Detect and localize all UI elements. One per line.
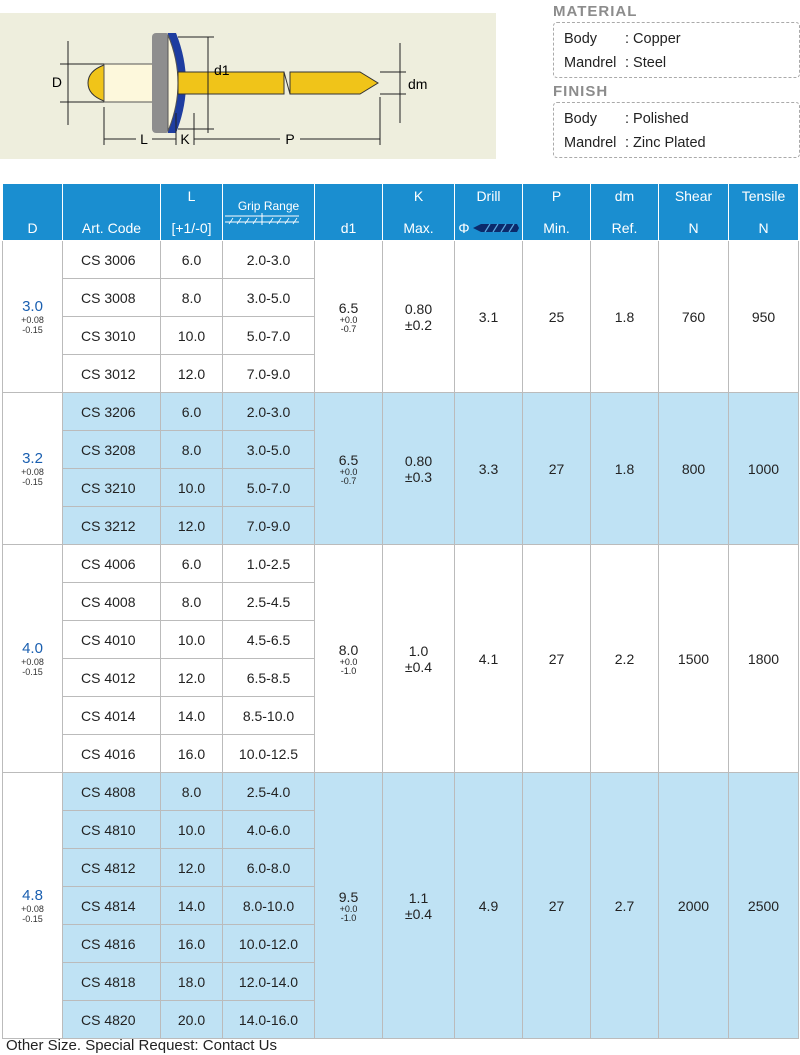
drill-bit-icon (473, 223, 519, 233)
art-code-cell: CS 4810 (63, 811, 161, 849)
header-dm: dm Ref. (591, 184, 659, 241)
header-shear: Shear N (659, 184, 729, 241)
finish-title: FINISH (553, 83, 609, 100)
finish-box (553, 102, 800, 158)
art-code-cell: CS 3010 (63, 317, 161, 355)
d-tol-lower: -0.15 (22, 914, 43, 924)
material-value: : Copper (625, 31, 681, 47)
length-cell: 16.0 (161, 735, 223, 773)
d1-tol-lower: -0.7 (340, 323, 357, 334)
length-cell: 12.0 (161, 355, 223, 393)
art-code-cell: CS 3008 (63, 279, 161, 317)
art-code-cell: CS 4808 (63, 773, 161, 811)
header-d1: d1 (315, 184, 383, 241)
art-code-cell: CS 3212 (63, 507, 161, 545)
art-code-cell: CS 4812 (63, 849, 161, 887)
k-tol: ±0.4 (404, 905, 433, 922)
finish-key: Mandrel (564, 135, 617, 151)
grip-range-cell: 2.0-3.0 (223, 241, 315, 279)
length-cell: 12.0 (161, 849, 223, 887)
d-value: 3.0 (22, 298, 43, 315)
material-panel (553, 2, 800, 78)
material-key: Mandrel (564, 55, 617, 71)
table-row (3, 241, 799, 279)
d-tol-upper: +0.08 (21, 904, 44, 914)
d1-cell (315, 773, 383, 1039)
d1-cell (315, 545, 383, 773)
d-tol-lower: -0.15 (22, 477, 43, 487)
d-cell (3, 241, 63, 393)
art-code-cell: CS 3006 (63, 241, 161, 279)
d-tol-lower: -0.15 (22, 325, 43, 335)
art-code-cell: CS 3210 (63, 469, 161, 507)
grip-range-cell: 8.0-10.0 (223, 887, 315, 925)
grip-range-icon (223, 213, 301, 225)
d1-tol-upper: +0.0 (339, 903, 358, 914)
length-cell: 10.0 (161, 621, 223, 659)
d1-tol-upper: +0.0 (339, 656, 358, 667)
shear-cell: 800 (659, 393, 729, 545)
k-value: 0.80 (404, 452, 433, 469)
grip-range-cell: 2.5-4.5 (223, 583, 315, 621)
grip-range-cell: 5.0-7.0 (223, 317, 315, 355)
shear-cell: 2000 (659, 773, 729, 1039)
k-value: 1.0 (408, 642, 429, 659)
d1-value: 9.5 (338, 888, 359, 905)
length-cell: 20.0 (161, 1001, 223, 1039)
grip-range-cell: 3.0-5.0 (223, 279, 315, 317)
finish-key: Body (564, 111, 598, 127)
d1-tol-lower: -1.0 (340, 665, 357, 676)
finish-value: : Polished (625, 111, 689, 127)
header-D: D (3, 184, 63, 241)
art-code-cell: CS 4816 (63, 925, 161, 963)
label-P: P (285, 131, 295, 147)
shear-cell: 760 (659, 241, 729, 393)
header-grip-range: Grip Range (223, 184, 315, 241)
finish-row (564, 107, 799, 131)
drill-cell: 3.1 (455, 241, 523, 393)
art-code-cell: CS 4814 (63, 887, 161, 925)
grip-range-cell: 6.5-8.5 (223, 659, 315, 697)
d-tol-upper: +0.08 (21, 315, 44, 325)
art-code-cell: CS 4820 (63, 1001, 161, 1039)
length-cell: 18.0 (161, 963, 223, 1001)
d-value: 4.0 (22, 640, 43, 657)
length-cell: 6.0 (161, 393, 223, 431)
art-code-cell: CS 4010 (63, 621, 161, 659)
k-tol: ±0.3 (404, 468, 433, 485)
k-value: 0.80 (404, 300, 433, 317)
tensile-cell: 1800 (729, 545, 799, 773)
d-cell (3, 393, 63, 545)
tensile-cell: 2500 (729, 773, 799, 1039)
d-cell (3, 545, 63, 773)
label-L: L (140, 131, 148, 147)
shear-cell: 1500 (659, 545, 729, 773)
finish-value: : Zinc Plated (625, 135, 706, 151)
table-row (3, 545, 799, 583)
label-d1: d1 (214, 62, 230, 78)
k-cell (383, 241, 455, 393)
art-code-cell: CS 4818 (63, 963, 161, 1001)
grip-range-cell: 4.0-6.0 (223, 811, 315, 849)
d1-tol-upper: +0.0 (339, 314, 358, 325)
d1-tol-lower: -1.0 (340, 912, 357, 923)
dm-cell: 2.2 (591, 545, 659, 773)
length-cell: 14.0 (161, 697, 223, 735)
drill-cell: 4.1 (455, 545, 523, 773)
grip-range-cell: 7.0-9.0 (223, 355, 315, 393)
drill-cell: 3.3 (455, 393, 523, 545)
grip-range-cell: 6.0-8.0 (223, 849, 315, 887)
art-code-cell: CS 3208 (63, 431, 161, 469)
table-body (3, 241, 799, 1039)
material-title: MATERIAL (553, 3, 638, 20)
material-row (564, 27, 799, 51)
d1-value: 6.5 (338, 451, 359, 468)
d1-tol-lower: -0.7 (340, 475, 357, 486)
length-cell: 10.0 (161, 317, 223, 355)
k-value: 1.1 (408, 889, 429, 906)
header-art-code: Art. Code (63, 184, 161, 241)
rivet-spec-table (2, 183, 799, 1039)
dm-cell: 1.8 (591, 393, 659, 545)
p-cell: 27 (523, 393, 591, 545)
art-code-cell: CS 4016 (63, 735, 161, 773)
d-tol-upper: +0.08 (21, 467, 44, 477)
d-value: 3.2 (22, 450, 43, 467)
art-code-cell: CS 4008 (63, 583, 161, 621)
p-cell: 27 (523, 773, 591, 1039)
grip-range-cell: 3.0-5.0 (223, 431, 315, 469)
k-tol: ±0.2 (404, 316, 433, 333)
art-code-cell: CS 3012 (63, 355, 161, 393)
label-dm: dm (408, 76, 428, 92)
d-tol-upper: +0.08 (21, 657, 44, 667)
grip-range-cell: 2.0-3.0 (223, 393, 315, 431)
k-cell (383, 773, 455, 1039)
p-cell: 25 (523, 241, 591, 393)
length-cell: 12.0 (161, 507, 223, 545)
footer-note: Other Size. Special Request: Contact Us (6, 1037, 277, 1054)
length-cell: 12.0 (161, 659, 223, 697)
length-cell: 8.0 (161, 431, 223, 469)
header-P: P Min. (523, 184, 591, 241)
art-code-cell: CS 3206 (63, 393, 161, 431)
d1-cell (315, 241, 383, 393)
rivet-drawing (0, 13, 496, 159)
table-row (3, 393, 799, 431)
label-K: K (180, 131, 190, 147)
finish-panel (553, 82, 800, 158)
label-D: D (51, 74, 62, 90)
d1-cell (315, 393, 383, 545)
table-row (3, 773, 799, 811)
length-cell: 10.0 (161, 811, 223, 849)
material-value: : Steel (625, 55, 667, 71)
dm-cell: 2.7 (591, 773, 659, 1039)
d1-tol-upper: +0.0 (339, 466, 358, 477)
d1-value: 6.5 (338, 299, 359, 316)
p-cell: 27 (523, 545, 591, 773)
finish-row (564, 131, 799, 155)
grip-range-cell: 14.0-16.0 (223, 1001, 315, 1039)
grip-range-cell: 10.0-12.0 (223, 925, 315, 963)
grip-range-cell: 5.0-7.0 (223, 469, 315, 507)
header-drill: Drill Φ (455, 184, 523, 241)
material-box (553, 22, 800, 78)
k-tol: ±0.4 (404, 658, 433, 675)
art-code-cell: CS 4012 (63, 659, 161, 697)
material-key: Body (564, 31, 598, 47)
header-K: K Max. (383, 184, 455, 241)
dm-cell: 1.8 (591, 241, 659, 393)
d1-value: 8.0 (338, 641, 359, 658)
grip-range-cell: 8.5-10.0 (223, 697, 315, 735)
grip-range-cell: 2.5-4.0 (223, 773, 315, 811)
length-cell: 6.0 (161, 241, 223, 279)
art-code-cell: CS 4014 (63, 697, 161, 735)
length-cell: 14.0 (161, 887, 223, 925)
material-row (564, 51, 799, 75)
tensile-cell: 950 (729, 241, 799, 393)
grip-range-cell: 12.0-14.0 (223, 963, 315, 1001)
tensile-cell: 1000 (729, 393, 799, 545)
length-cell: 8.0 (161, 773, 223, 811)
grip-range-cell: 7.0-9.0 (223, 507, 315, 545)
k-cell (383, 393, 455, 545)
length-cell: 8.0 (161, 583, 223, 621)
d-tol-lower: -0.15 (22, 667, 43, 677)
length-cell: 8.0 (161, 279, 223, 317)
header-tensile: Tensile N (729, 184, 799, 241)
grip-range-cell: 4.5-6.5 (223, 621, 315, 659)
length-cell: 16.0 (161, 925, 223, 963)
art-code-cell: CS 4006 (63, 545, 161, 583)
drill-cell: 4.9 (455, 773, 523, 1039)
d-cell (3, 773, 63, 1039)
rivet-diagram (0, 13, 496, 159)
k-cell (383, 545, 455, 773)
grip-range-cell: 10.0-12.5 (223, 735, 315, 773)
grip-range-cell: 1.0-2.5 (223, 545, 315, 583)
header-row (3, 184, 799, 241)
length-cell: 6.0 (161, 545, 223, 583)
header-L: L [+1/-0] (161, 184, 223, 241)
length-cell: 10.0 (161, 469, 223, 507)
d-value: 4.8 (22, 887, 43, 904)
